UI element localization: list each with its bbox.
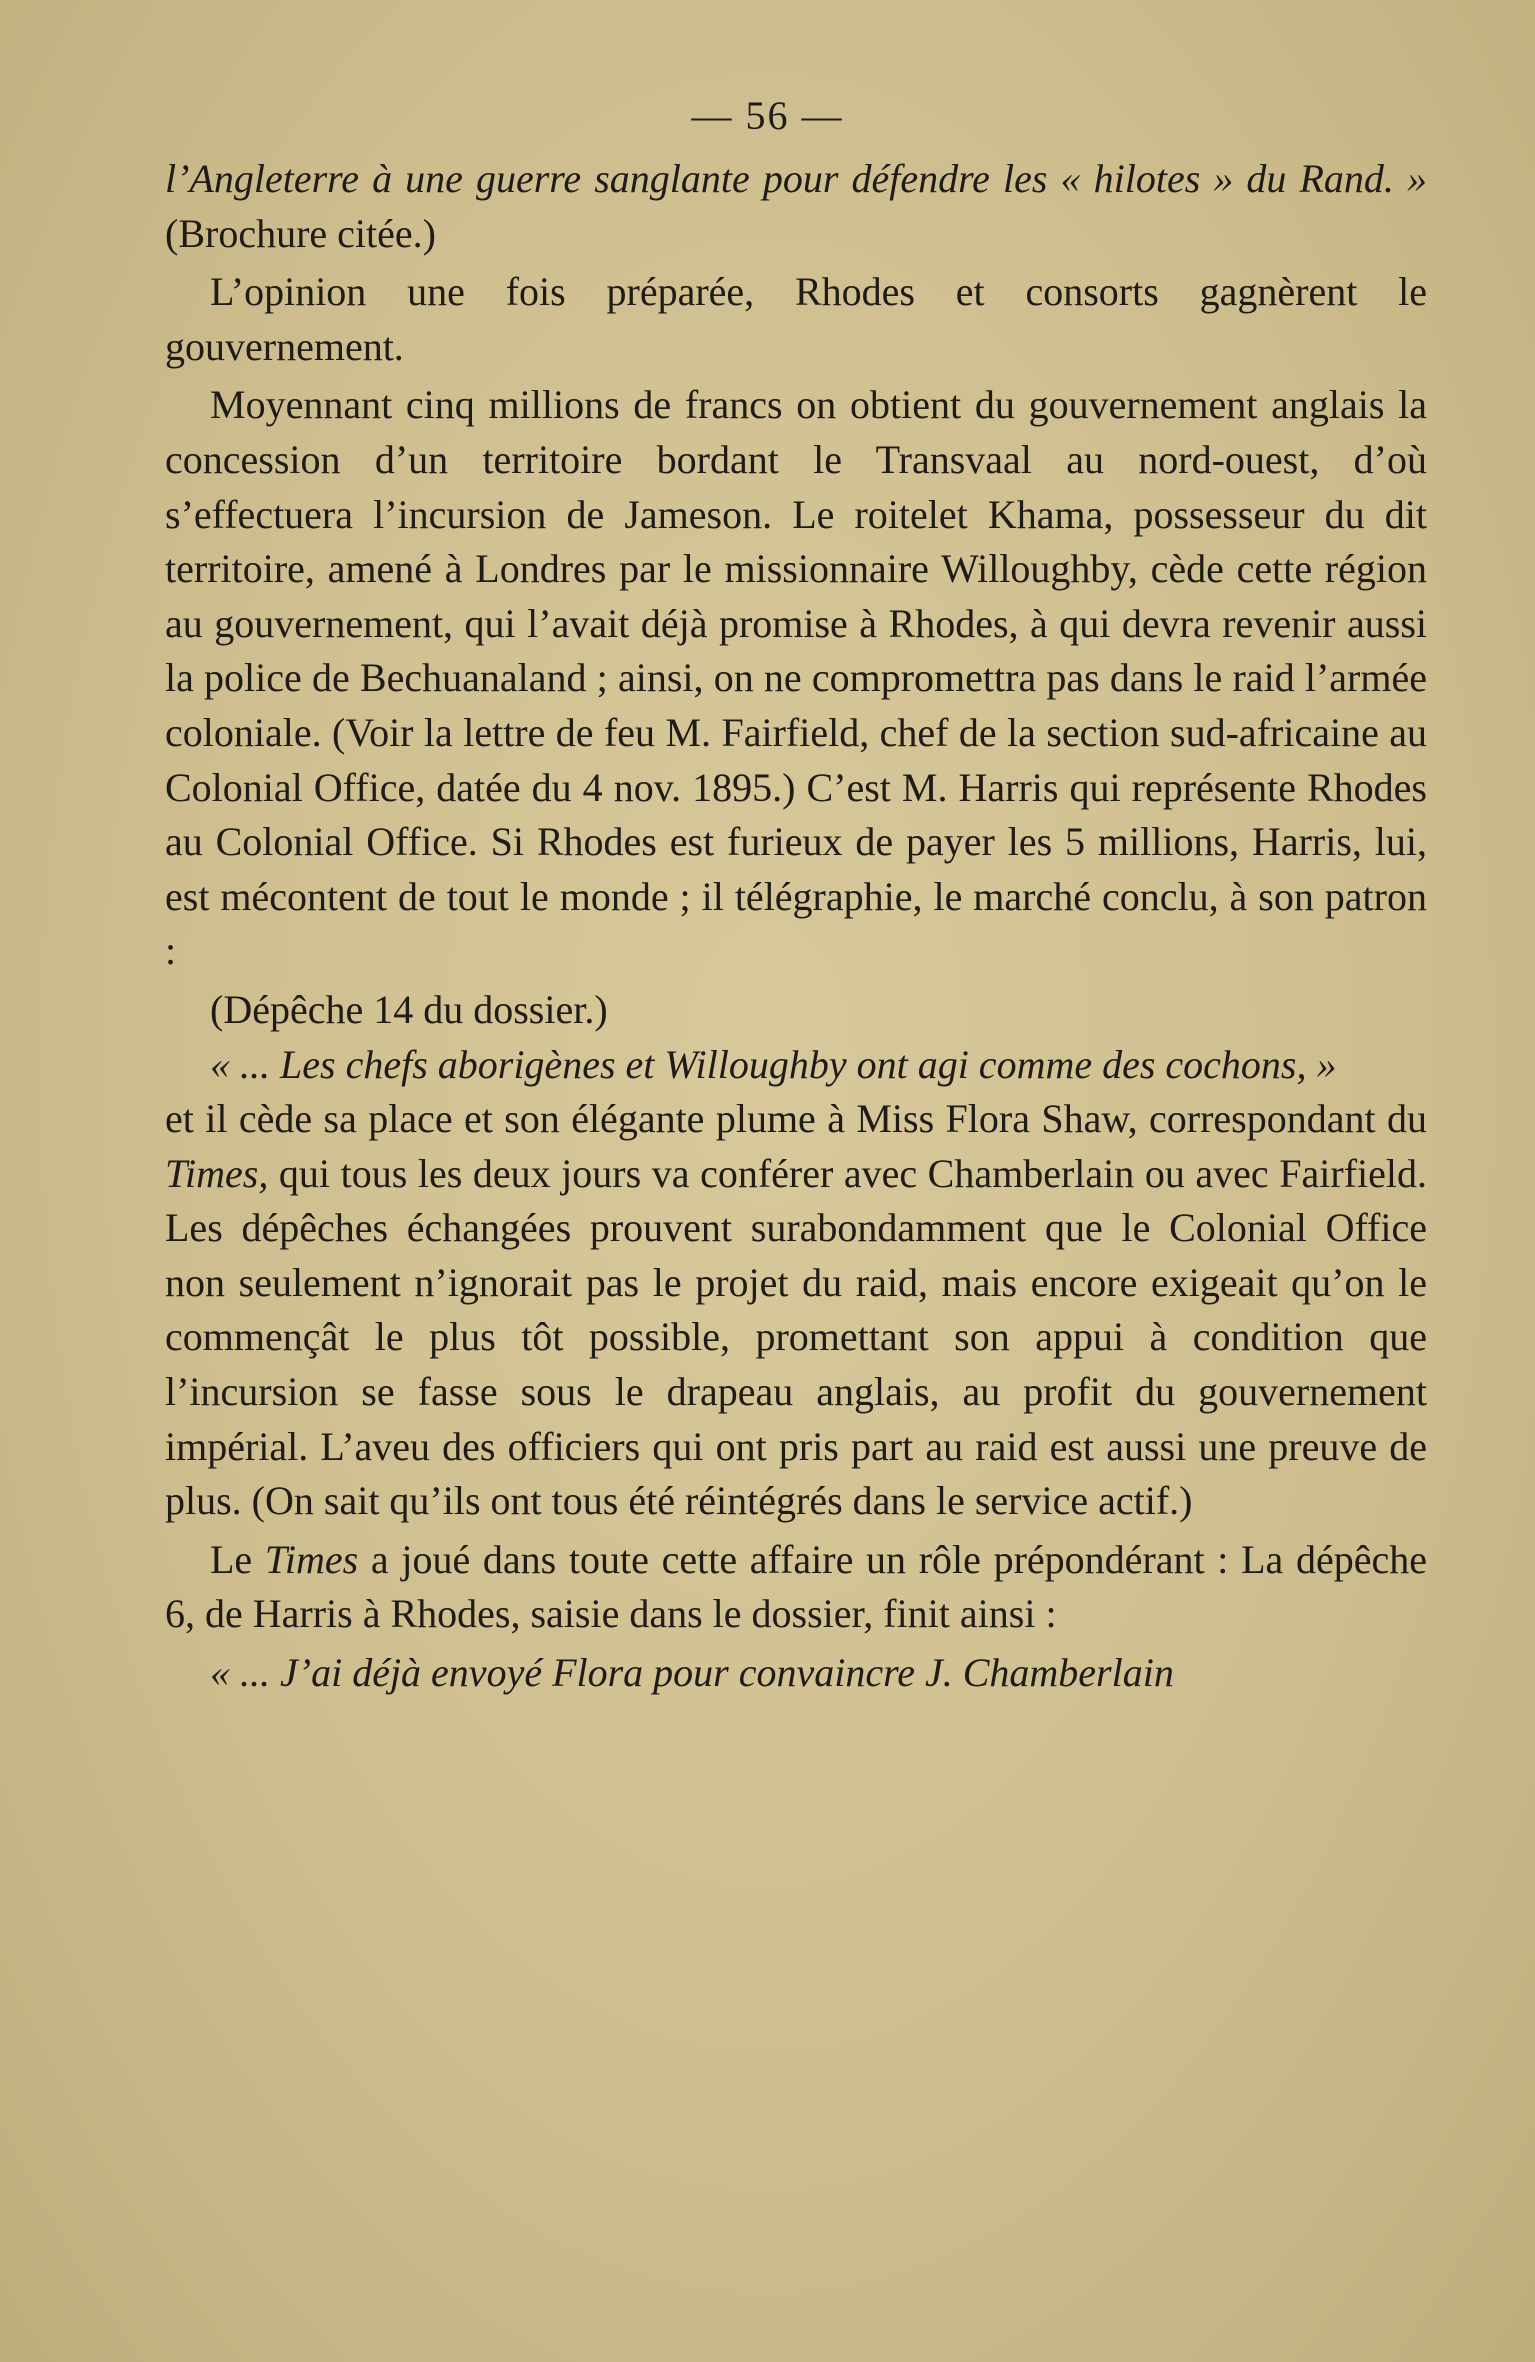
text-run: qui tous les deux jours va conférer avec Chamberlain ou avec Fairfield. Les dépêches échangées prouvent surabondamment que le Colonial Office non seulement n’ignorait pas le projet du raid, mais encore exigeait qu’on le commençât le plus tôt possible, promettant son appui à condition que l’incursion se fasse sous le drapeau anglais, au profit du gouvernement impérial. L’aveu des officiers qui ont pris part au raid est aussi une preuve de plus. (On sait qu’ils ont tous été réintégrés dans le service actif.) bbox=[165, 1150, 1427, 1524]
italic-quote: l’Angleterre à une guerre sanglante pour défendre les « hilotes » du Rand. » bbox=[165, 156, 1427, 201]
page-number: — 56 — bbox=[691, 93, 844, 138]
citation: (Brochure citée.) bbox=[165, 210, 436, 256]
paragraph: L’opinion une fois préparée, Rhodes et consorts gagnèrent le gouvernement. bbox=[165, 269, 1427, 369]
newspaper-title: Times, bbox=[165, 1150, 269, 1196]
newspaper-title: Times bbox=[264, 1536, 359, 1582]
paragraph bbox=[165, 1533, 1427, 1642]
paragraph bbox=[165, 1092, 1427, 1529]
text-run: et il cède sa place et son élégante plume à Miss Flora Shaw, correspondant du bbox=[165, 1096, 1427, 1142]
text-run: Le bbox=[210, 1536, 265, 1582]
paragraph: Moyennant cinq millions de francs on obtient du gouvernement anglais la concession d’un territoire bordant le Transvaal au nord-ouest, d’où s’effectuera l’incursion de Jameson. Le roitelet Khama, possesseur du dit territoire, amené à Londres par le missionnaire Willoughby, cède cette région au gouvernement, qui l’avait déjà promise à Rhodes, à qui devra revenir aussi la police de Bechuanaland ; ainsi, on ne compromettra pas dans le raid l’armée coloniale. (Voir la lettre de feu M. Fairfield, chef de la section sud-africaine au Colonial Office, datée du 4 nov. 1895.) C’est M. Harris qui représente Rhodes au Colonial Office. Si Rhodes est furieux de payer les 5 millions, Harris, lui, est mécontent de tout le monde ; il télégraphie, le marché conclu, à son patron : bbox=[165, 382, 1427, 974]
quotation: « ... Les chefs aborigènes et Willoughby ont agi comme des cochons, » bbox=[210, 1041, 1337, 1087]
paragraph-continuation bbox=[165, 152, 1427, 261]
body-text bbox=[165, 152, 1427, 1701]
quotation: « ... J’ai déjà envoyé Flora pour convaincre J. Chamberlain bbox=[210, 1650, 1174, 1696]
text-run: a joué dans toute cette affaire un rôle prépondérant : La dépêche 6, de Harris à Rhodes, saisie dans le dossier, finit ainsi : bbox=[165, 1536, 1427, 1637]
dispatch-reference: (Dépêche 14 du dossier.) bbox=[210, 986, 608, 1032]
